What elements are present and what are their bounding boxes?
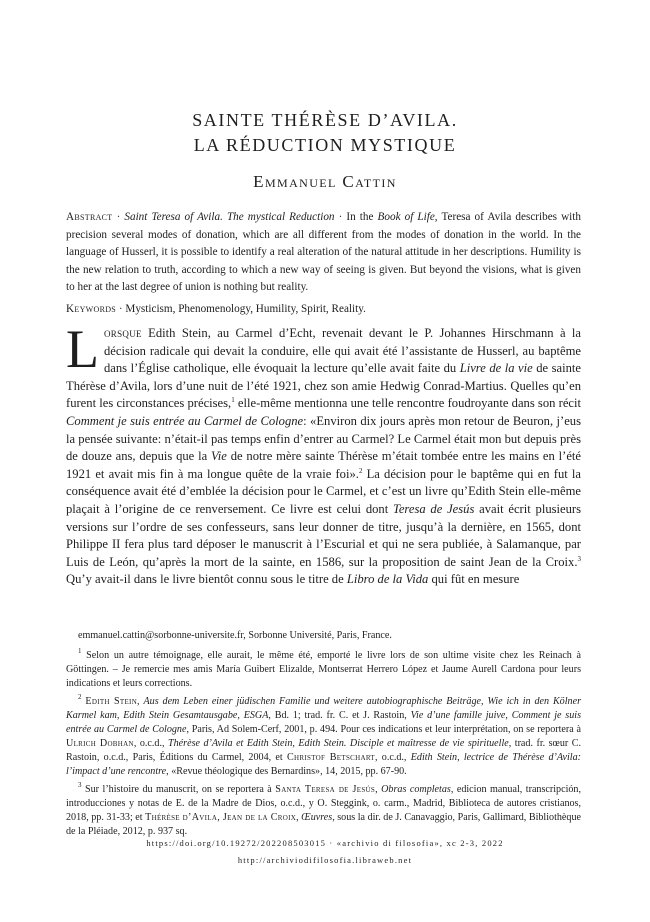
website-line[interactable]: http://archiviodifilosofia.libraweb.net [237, 855, 413, 865]
footnote-ref-2[interactable]: 2 [358, 466, 363, 475]
footnote-ref-1[interactable]: 1 [231, 396, 235, 405]
abstract-book: Book of Life [377, 211, 435, 223]
footnote-ref-3[interactable]: 3 [577, 554, 581, 563]
drop-cap: L [66, 319, 99, 379]
abstract-label: Abstract [66, 211, 113, 223]
abstract: Abstract · Saint Teresa of Avila. The mystical Reduction · In the Book of Life, Teresa of Avila describes with precision several modes of donation, which are all different from the modes of donation in the world. In the language of Husserl, it is possible to identify a real alteration of the natural attitude in her descriptions. Humility is the new relation to truth, according to which a new way of seeing is given. But beyond the visions, what is given to her at the last degree of union is nothing but reality. [66, 211, 581, 293]
lead-word: orsque [104, 326, 142, 340]
author-name: Emmanuel Cattin [253, 172, 397, 191]
abstract-text: , Teresa of Avila describes with precision several modes of donation, which are all different from the modes of donation in the world. In the language of Husserl, it is possible to identify a real alteration of the natural attitude in her descriptions. Humility is the new relation to truth, according to which a new way of seeing is given. But beyond the visions, what is given to her at the last degree of union is nothing but reality. [66, 211, 581, 293]
keywords: Keywords · Mysticism, Phenomenology, Humility, Spirit, Reality. [66, 303, 366, 315]
footnote-3: $^3$ Sur l’histoire du manuscrit, on se reportera à Santa Teresa de Jesús, Obras completas, edicion manual, transcripción, introducciones y notas de E. de la Madre de Dios, o.c.d., y O. Steggink, o. carm., Madrid, Biblioteca de autores cristianos, 2018, pp. 31-33; et Thérèse d’Avila, Jean de la Croix, Œuvres, sous la dir. de J. Canavaggio, Paris, Gallimard, Bibliothèque de la Pléiade, 2012, p. 937 sq. [66, 781, 581, 837]
abstract-title: Saint Teresa of Avila. The mystical Reduction [124, 211, 335, 223]
article-title-line-2: LA RÉDUCTION MYSTIQUE [193, 135, 457, 155]
keywords-text: Mysticism, Phenomenology, Humility, Spirit, Reality. [125, 303, 366, 315]
footnotes [66, 629, 581, 843]
footnote-2: $^2$ Edith Stein, Aus dem Leben einer jüdischen Familie und weitere autobiographische Beiträge, Wie ich in den Kölner Karmel kam, Edith Stein Gesamtausgabe, ESGA, Bd. 1; trad. fr. C. et J. Rastoin, Vie d’une famille juive, Comment je suis entrée au Carmel de Cologne, Paris, Ad Solem-Cerf, 2001, p. 494. Pour ces indications et leur interprétation, on se reportera à Ulrich Dobhan, o.c.d., Thérèse d’Avila et Edith Stein, Edith Stein. Disciple et maîtresse de vie spirituelle, trad. fr. sœur C. Rastoin, o.c.d., Paris, Éditions du Carmel, 2004, et Christof Betschart, o.c.d., Edith Stein, lectrice de Thérèse d’Avila: l’impact d’une rencontre, «Revue théologique des Bernardins», 14, 2015, pp. 67-90. [66, 693, 582, 777]
doi-line[interactable]: https://doi.org/10.19272/202208503015 · «archivio di filosofia», xc 2-3, 2022 [146, 838, 504, 848]
author-email[interactable]: emmanuel.cattin@sorbonne-universite.fr, Sorbonne Université, Paris, France. [78, 630, 392, 641]
keywords-label: Keywords [66, 303, 117, 315]
body-paragraph: Lorsque Edith Stein, au Carmel d’Echt, revenait devant le P. Johannes Hirschmann à la décision radicale qui devait la conduire, elle qui avait été l’assistante de Husserl, au baptême dans l’Église catholique, elle évoquait la lecture qu’elle avait faite du Livre de la vie de sainte Thérèse d’Avila, lors d’une nuit de l’été 1921, chez son amie Hedwig Conrad-Martius. Quelles qu’en furent les circonstances précises,$^1$ elle-même mentionna une telle rencontre foudroyante dans son récit Comment je suis entrée au Carmel de Cologne: «Environ dix jours après mon retour de Beuron, j’eus la pensée suivante: n’était-il pas temps enfin d’entrer au Carmel? Le Carmel était mon but depuis près de douze ans, depuis que la Vie de notre mère sainte Thérèse m’était tombée entre les mains en l’été 1921 et avait mis fin à ma longue quête de la vraie foi».$^2$ La décision pour le baptême qui en fut la conséquence avait été d’emblée la décision pour le Carmel, et c’est un livre qu’Edith Stein elle-même plaçait à l’origine de ce renversement. Ce livre est celui dont Teresa de Jesús avait écrit plusieurs versions sur l’ordre de ses confesseurs, sans leur donner de titre, jusqu’à la dernière, en 1565, dont Philippe II fera plus tard déposer le manuscrit à l’Escurial et qui ne sera publiée, à Salamanque, par Luis de León, qu’après la mort de la sainte, en 1586, sur la proposition de saint Jean de la Croix.$^3$ Qu’y avait-il dans le livre bientôt connu sous le titre de Libro de la Vida qui fût en mesure [66, 319, 582, 587]
footnote-1: $^1$ Selon un autre témoignage, elle aurait, le même été, emporté le livre lors de son ultime visite chez les Reinach à Göttingen. – Je remercie mes amis María Guibert Elizalde, Montserrat Herrero López et Jaume Aurell Cardona pour leurs indications et leurs corrections. [66, 647, 581, 689]
article-title-line-1: SAINTE THÉRÈSE D’AVILA. [192, 110, 458, 130]
